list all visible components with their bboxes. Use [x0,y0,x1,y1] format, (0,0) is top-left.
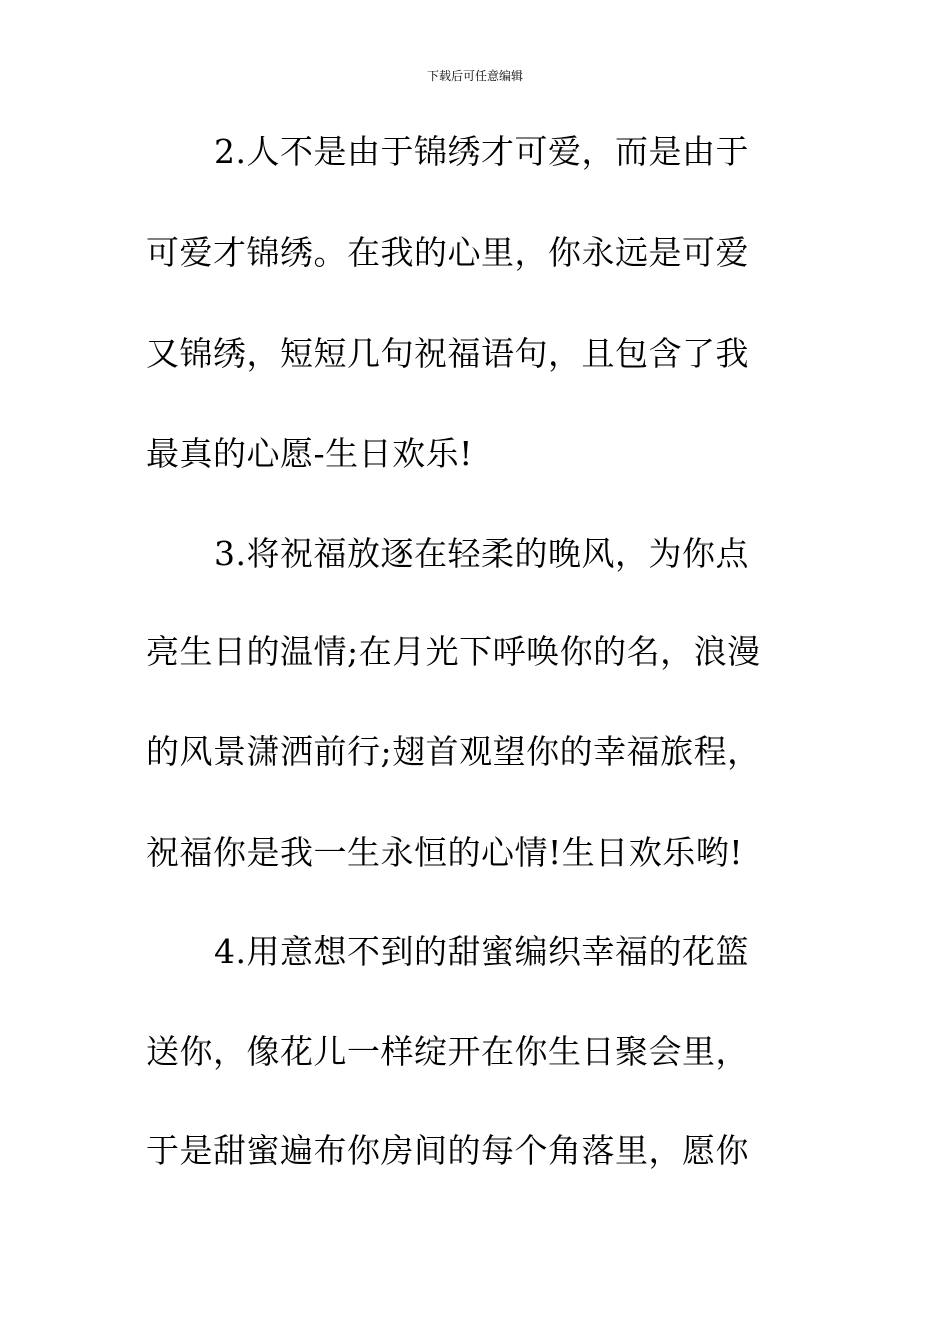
page-header: 下载后可任意编辑 [426,69,523,83]
paragraph-2-line-2: 可爱才锦绣。在我的心里，你永远是可爱 [146,233,749,272]
paragraph-3-line-4: 祝福你是我一生永恒的心情!生日欢乐哟! [146,833,744,872]
paragraph-4-line-1: 4.用意想不到的甜蜜编织幸福的花篮 [214,932,749,971]
paragraph-2-line-3: 又锦绣，短短几句祝福语句，且包含了我 [146,334,749,373]
paragraph-2-line-4: 最真的心愿-生日欢乐! [146,434,473,473]
paragraph-4-line-3: 于是甜蜜遍布你房间的每个角落里，愿你 [146,1131,749,1170]
paragraph-2-line-1: 2.人不是由于锦绣才可爱，而是由于 [214,132,749,171]
paragraph-3-line-1: 3.将祝福放逐在轻柔的晚风，为你点 [214,534,749,573]
paragraph-4-line-2: 送你，像花儿一样绽开在你生日聚会里， [146,1032,749,1071]
paragraph-3-line-2: 亮生日的温情;在月光下呼唤你的名，浪漫 [146,632,761,671]
paragraph-3-line-3: 的风景潇洒前行;翅首观望你的幸福旅程， [146,732,761,771]
